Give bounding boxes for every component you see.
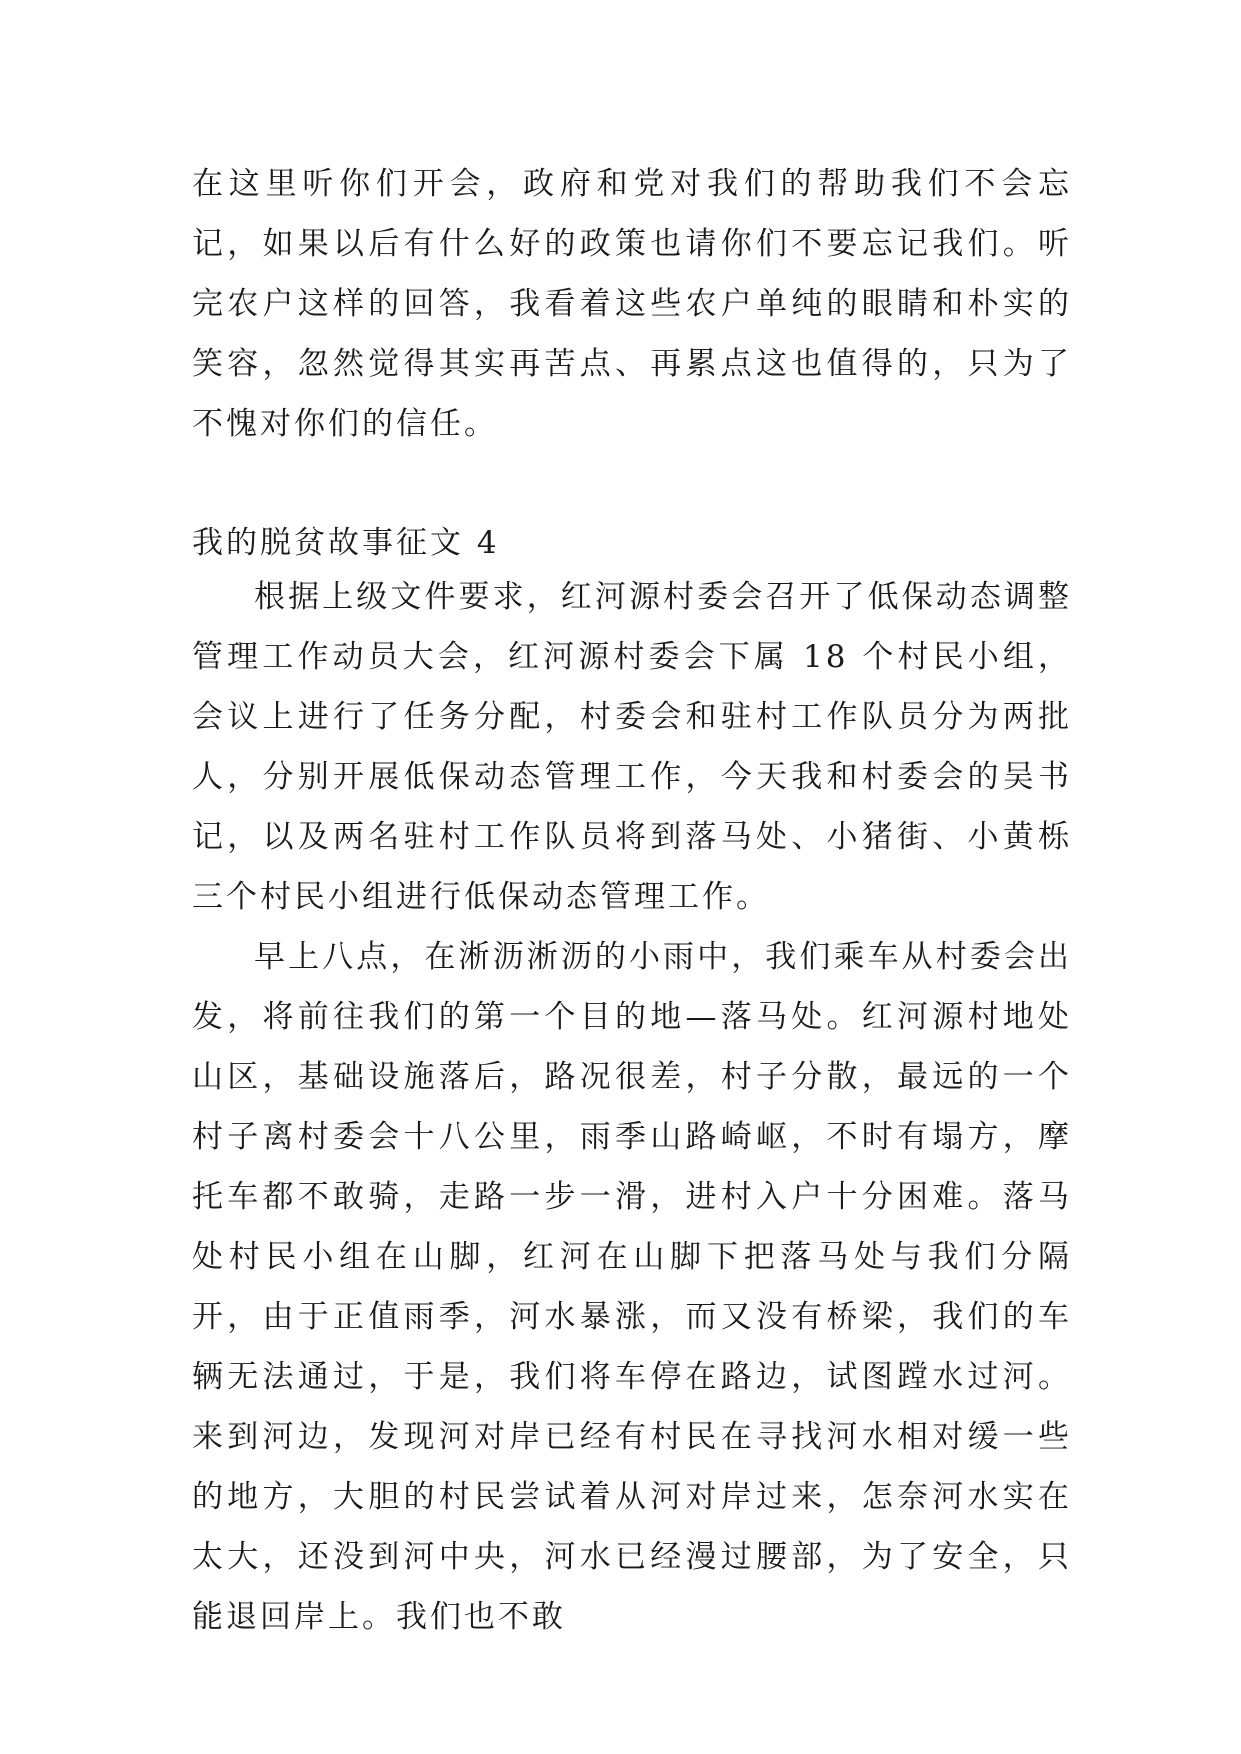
body-paragraph: 早上八点，在淅沥淅沥的小雨中，我们乘车从村委会出发，将前往我们的第一个目的地—落马处。红河源村地处山区，基础设施落后，路况很差，村子分散，最远的一个村子离村委会十八公里，雨季山路崎岖，不时有塌方，摩托车都不敢骑，走路一步一滑，进村入户十分困难。落马处村民小组在山脚，红河在山脚下把落马处与我们分隔开，由于正值雨季，河水暴涨，而又没有桥梁，我们的车辆无法通过，于是，我们将车停在路边，试图蹚水过河。来到河边，发现河对岸已经有村民在寻找河水相对缓一些的地方，大胆的村民尝试着从河对岸过来，怎奈河水实在太大，还没到河中央，河水已经漫过腰部，为了安全，只能退回岸上。我们也不敢 <box>192 939 1072 1635</box>
intro-paragraph: 在这里听你们开会，政府和党对我们的帮助我们不会忘记，如果以后有什么好的政策也请你们不要忘记我们。听完农户这样的回答，我看着这些农户单纯的眼睛和朴实的笑容，忽然觉得其实再苦点、再累点这也值得的，只为了不愧对你们的信任。 <box>192 166 1072 442</box>
intro-text-block <box>192 154 1072 454</box>
body-paragraph: 根据上级文件要求，红河源村委会召开了低保动态调整管理工作动员大会，红河源村委会下属 18 个村民小组，会议上进行了任务分配，村委会和驻村工作队员分为两批人，分别开展低保动态管理工作，今天我和村委会的吴书记，以及两名驻村工作队员将到落马处、小猪街、小黄栎三个村民小组进行低保动态管理工作。 <box>192 579 1072 915</box>
section-heading: 我的脱贫故事征文 4 <box>192 525 500 561</box>
body-text-block <box>192 567 1072 1647</box>
